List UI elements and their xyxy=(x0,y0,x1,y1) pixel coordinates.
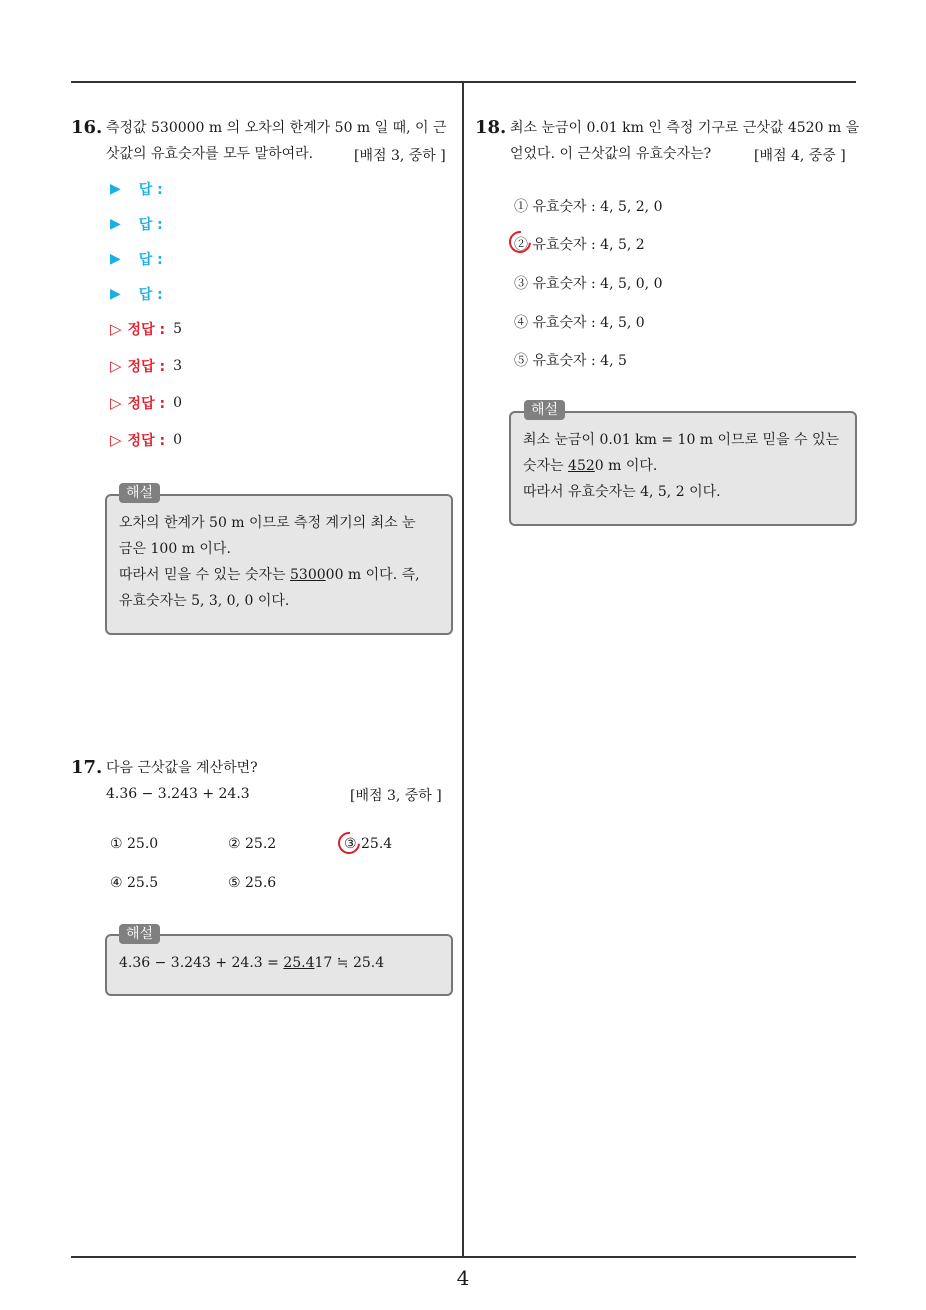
option-1[interactable]: ① 25.0 xyxy=(110,836,159,852)
correct-answer xyxy=(110,356,182,376)
question-number: 16. xyxy=(71,117,103,138)
correct-label: 정답 : xyxy=(127,322,166,338)
question-text: 최소 눈금이 0.01 km 인 측정 기구로 근삿값 4520 m 을 xyxy=(510,120,860,136)
solution-tag: 해설 xyxy=(119,924,160,944)
play-icon: ▶ xyxy=(110,251,121,267)
solution-text: 4.36 − 3.243 + 24.3 = 25.417 ≒ 25.4 xyxy=(119,955,385,971)
option-2[interactable]: ② 유효숫자 : 4, 5, 2 xyxy=(514,237,645,253)
solution-text: 유효숫자는 5, 3, 0, 0 이다. xyxy=(119,593,290,609)
option-3[interactable]: ③ 25.4 xyxy=(344,836,393,852)
question-text: 삿값의 유효숫자를 모두 말하여라. xyxy=(106,146,314,162)
option-2[interactable]: ② 25.2 xyxy=(228,836,277,852)
option-5[interactable]: ⑤ 25.6 xyxy=(228,875,277,891)
question-text: 측정값 530000 m 의 오차의 한계가 50 m 일 때, 이 근 xyxy=(106,120,447,136)
option-4[interactable]: ④ 25.5 xyxy=(110,875,159,891)
score-badge: [배점 3, 중하 ] xyxy=(354,148,446,164)
correct-label: 정답 : xyxy=(127,433,166,449)
play-icon: ▶ xyxy=(110,181,121,197)
solution-tag: 해설 xyxy=(119,483,160,503)
question-number: 18. xyxy=(475,117,507,138)
answer-label: 답 : xyxy=(138,217,163,233)
page-number: 4 xyxy=(456,1266,470,1290)
correct-answer xyxy=(110,430,182,450)
solution-text: 따라서 믿을 수 있는 숫자는 530000 m 이다. 즉, xyxy=(119,567,420,583)
correct-label: 정답 : xyxy=(127,359,166,375)
question-expression: 4.36 − 3.243 + 24.3 xyxy=(106,786,250,802)
option-4[interactable]: ④ 유효숫자 : 4, 5, 0 xyxy=(514,315,645,331)
correct-value: 5 xyxy=(173,321,182,337)
option-3[interactable]: ③ 유효숫자 : 4, 5, 0, 0 xyxy=(514,276,663,292)
answer-field[interactable] xyxy=(110,179,163,199)
play-icon: ▶ xyxy=(110,286,121,302)
answer-label: 답 : xyxy=(138,182,163,198)
solution-text: 오차의 한계가 50 m 이므로 측정 계기의 최소 눈 xyxy=(119,515,416,531)
solution-box xyxy=(105,494,453,635)
solution-text: 따라서 유효숫자는 4, 5, 2 이다. xyxy=(523,484,721,500)
answer-field[interactable] xyxy=(110,284,163,304)
solution-text: 최소 눈금이 0.01 km = 10 m 이므로 믿을 수 있는 xyxy=(523,432,840,448)
question-text: 다음 근삿값을 계산하면? xyxy=(106,760,258,776)
correct-answer xyxy=(110,393,182,413)
option-5[interactable]: ⑤ 유효숫자 : 4, 5 xyxy=(514,353,627,369)
selected-mark-icon xyxy=(334,828,365,859)
correct-value: 0 xyxy=(173,395,182,411)
solution-text: 숫자는 4520 m 이다. xyxy=(523,458,658,474)
correct-label: 정답 : xyxy=(127,396,166,412)
triangle-outline-icon: ▷ xyxy=(110,431,122,449)
question-number: 17. xyxy=(71,757,103,778)
score-badge: [배점 4, 중중 ] xyxy=(754,148,846,164)
score-badge: [배점 3, 중하 ] xyxy=(350,788,442,804)
bottom-rule xyxy=(71,1256,856,1258)
triangle-outline-icon: ▷ xyxy=(110,320,122,338)
answer-label: 답 : xyxy=(138,287,163,303)
solution-tag: 해설 xyxy=(524,400,565,420)
top-rule xyxy=(71,81,856,83)
triangle-outline-icon: ▷ xyxy=(110,394,122,412)
triangle-outline-icon: ▷ xyxy=(110,357,122,375)
answer-field[interactable] xyxy=(110,214,163,234)
correct-value: 3 xyxy=(173,358,182,374)
correct-answer xyxy=(110,319,182,339)
answer-field[interactable] xyxy=(110,249,163,269)
solution-box xyxy=(509,411,857,526)
answer-label: 답 : xyxy=(138,252,163,268)
play-icon: ▶ xyxy=(110,216,121,232)
solution-text: 금은 100 m 이다. xyxy=(119,541,231,557)
question-text: 얻었다. 이 근삿값의 유효숫자는? xyxy=(510,146,712,162)
option-1[interactable]: ① 유효숫자 : 4, 5, 2, 0 xyxy=(514,199,663,215)
column-divider xyxy=(462,82,464,1258)
correct-value: 0 xyxy=(173,432,182,448)
